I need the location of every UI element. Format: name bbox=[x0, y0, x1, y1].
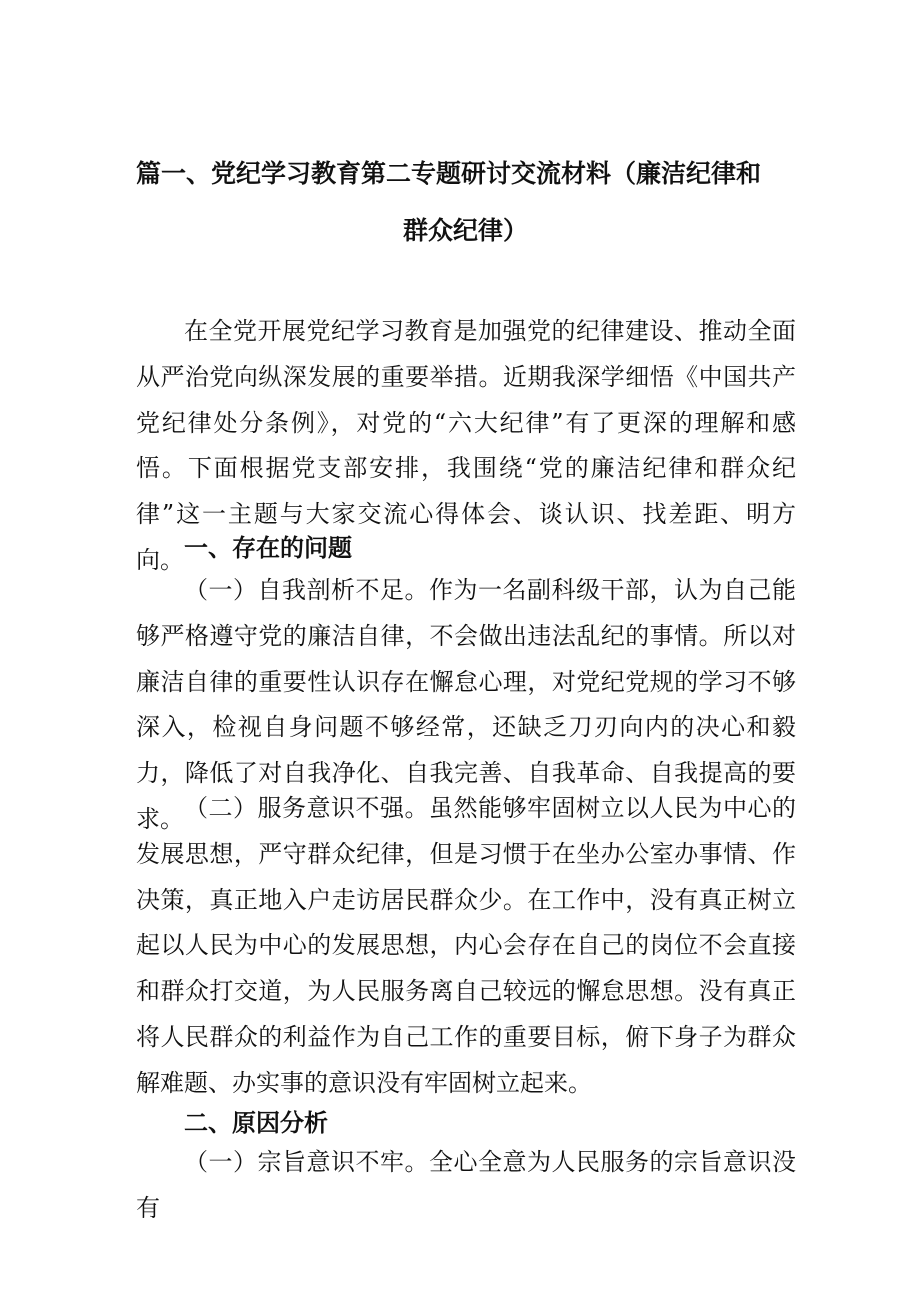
intro-paragraph: 在全党开展党纪学习教育是加强党的纪律建设、推动全面从严治党向纵深发展的重要举措。近期我深学细悟《中国共产党纪律处分条例》，对党的“六大纪律”有了更深的理解和感悟。下面根据党支部安排，我围绕“党的廉洁纪律和群众纪律”这一主题与大家交流心得体会、谈认识、找差距、明方向。 bbox=[136, 317, 796, 574]
document-title-line-1: 篇一、党纪学习教育第二专题研讨交流材料（廉洁纪律和 bbox=[136, 159, 762, 188]
problem-paragraph-self-analysis: （一）自我剖析不足。作为一名副科级干部，认为自己能够严格遵守党的廉洁自律，不会做出违法乱纪的事情。所以对廉洁自律的重要性认识存在懈怠心理，对党纪党规的学习不够深入，检视自身问题不够经常，还缺乏刀刃向内的决心和毅力，降低了对自我净化、自我完善、自我革命、自我提高的要求。 bbox=[136, 576, 796, 833]
cause-paragraph-purpose-awareness: （一）宗旨意识不牢。全心全意为人民服务的宗旨意识没有 bbox=[136, 1148, 796, 1222]
document-title-line-2: 群众纪律） bbox=[403, 216, 529, 245]
section-heading-problems: 一、存在的问题 bbox=[184, 534, 352, 562]
problem-paragraph-service-awareness: （二）服务意识不强。虽然能够牢固树立以人民为中心的发展思想，严守群众纪律，但是习惯于在坐办公室办事情、作决策，真正地入户走访居民群众少。在工作中，没有真正树立起以人民为中心的发展思想，内心会存在自己的岗位不会直接和群众打交道，为人民服务离自己较远的懈怠思想。没有真正将人民群众的利益作为自己工作的重要目标，俯下身子为群众解难题、办实事的意识没有牢固树立起来。 bbox=[136, 794, 796, 1097]
section-heading-causes: 二、原因分析 bbox=[184, 1109, 328, 1137]
